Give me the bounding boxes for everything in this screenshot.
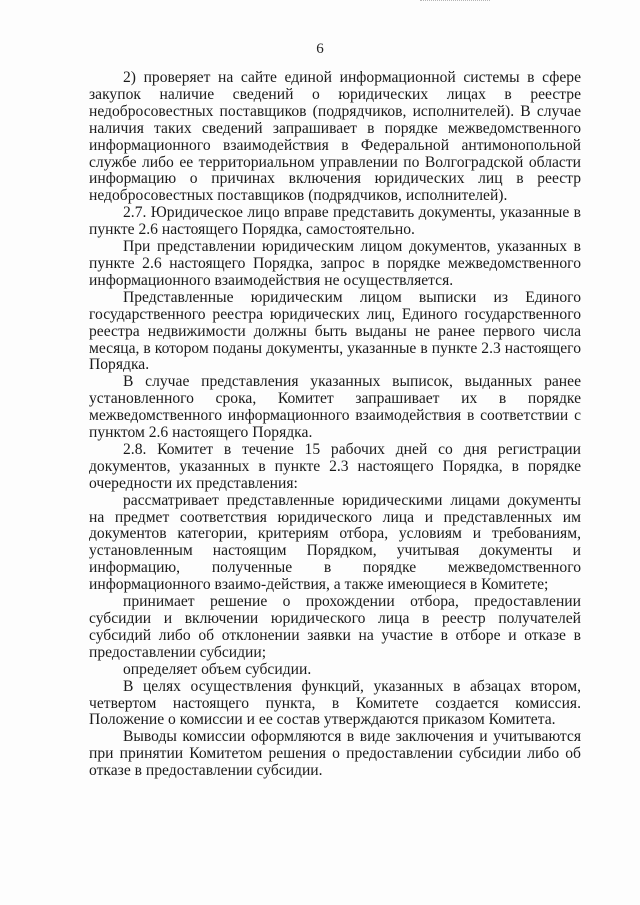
document-body (89, 70, 581, 780)
paragraph-no-interagency-request: При представлении юридическим лицом документов, указанных в пункте 2.6 настоящего Порядка, запрос в порядке межведомственного информационного взаимодействия не осуществляется. (89, 238, 581, 289)
scan-artifact (420, 0, 490, 3)
paragraph-reviews-documents: рассматривает представленные юридическими лицами документы на предмет соответствия юридического лица и представленных им документов категории, критериям отбора, условиям и требованиям, установленным настоящим Порядком, учитывая документы и информацию, полученные в порядке межведомственного информационного взаимо-действия, а также имеющиеся в Комитете; (89, 491, 581, 594)
paragraph-2-8: 2.8. Комитет в течение 15 рабочих дней со дня регистрации документов, указанных в пункте 2.3 настоящего Порядка, в порядке очередности их представления: (89, 440, 581, 492)
paragraph-commission: В целях осуществления функций, указанных в абзацах втором, четвертом настоящего пункта, в Комитете создается комиссия. Положение о комиссии и ее состав утверждаются приказом Комитета. (89, 677, 581, 729)
paragraph-makes-decision: принимает решение о прохождении отбора, предоставлении субсидии и включении юридического лица в реестр получателей субсидий либо об отклонении заявки на участие в отборе и отказе в предоставлении субсидии; (89, 593, 581, 661)
page-number: 6 (316, 41, 324, 57)
paragraph-determines-amount: определяет объем субсидии. (123, 660, 312, 678)
paragraph-commission-conclusions: Выводы комиссии оформляются в виде заключения и учитываются при принятии Комитетом решения о предоставлении субсидии либо об отказе в предоставлении субсидии. (89, 728, 581, 780)
paragraph-check-registry: 2) проверяет на сайте единой информационной системы в сфере закупок наличие сведений о юридических лицах в реестре недобросовестных поставщиков (подрядчиков, исполнителей). В случае наличия таких сведений запрашивает в порядке межведомственного информационного взаимодействия в Федеральной антимонопольной службе либо ее территориальном управлении по Волгоградской области информацию о причинах включения юридических лиц в реестр недобросовестных поставщиков (подрядчиков, исполнителей). (89, 69, 581, 205)
paragraph-expired-extracts: В случае представления указанных выписок, выданных ранее установленного срока, Комитет запрашивает их в порядке межведомственного информационного взаимодействия в соответствии с пунктом 2.6 настоящего Порядка. (89, 373, 581, 442)
paragraph-2-7: 2.7. Юридическое лицо вправе представить документы, указанные в пункте 2.6 настоящего Порядка, самостоятельно. (89, 204, 581, 239)
paragraph-extracts-validity: Представленные юридическим лицом выписки из Единого государственного реестра юридических лиц, Единого государственного реестра недвижимости должны быть выданы не ранее первого числа месяца, в котором поданы документы, указанные в пункте 2.3 настоящего Порядка. (89, 288, 581, 374)
